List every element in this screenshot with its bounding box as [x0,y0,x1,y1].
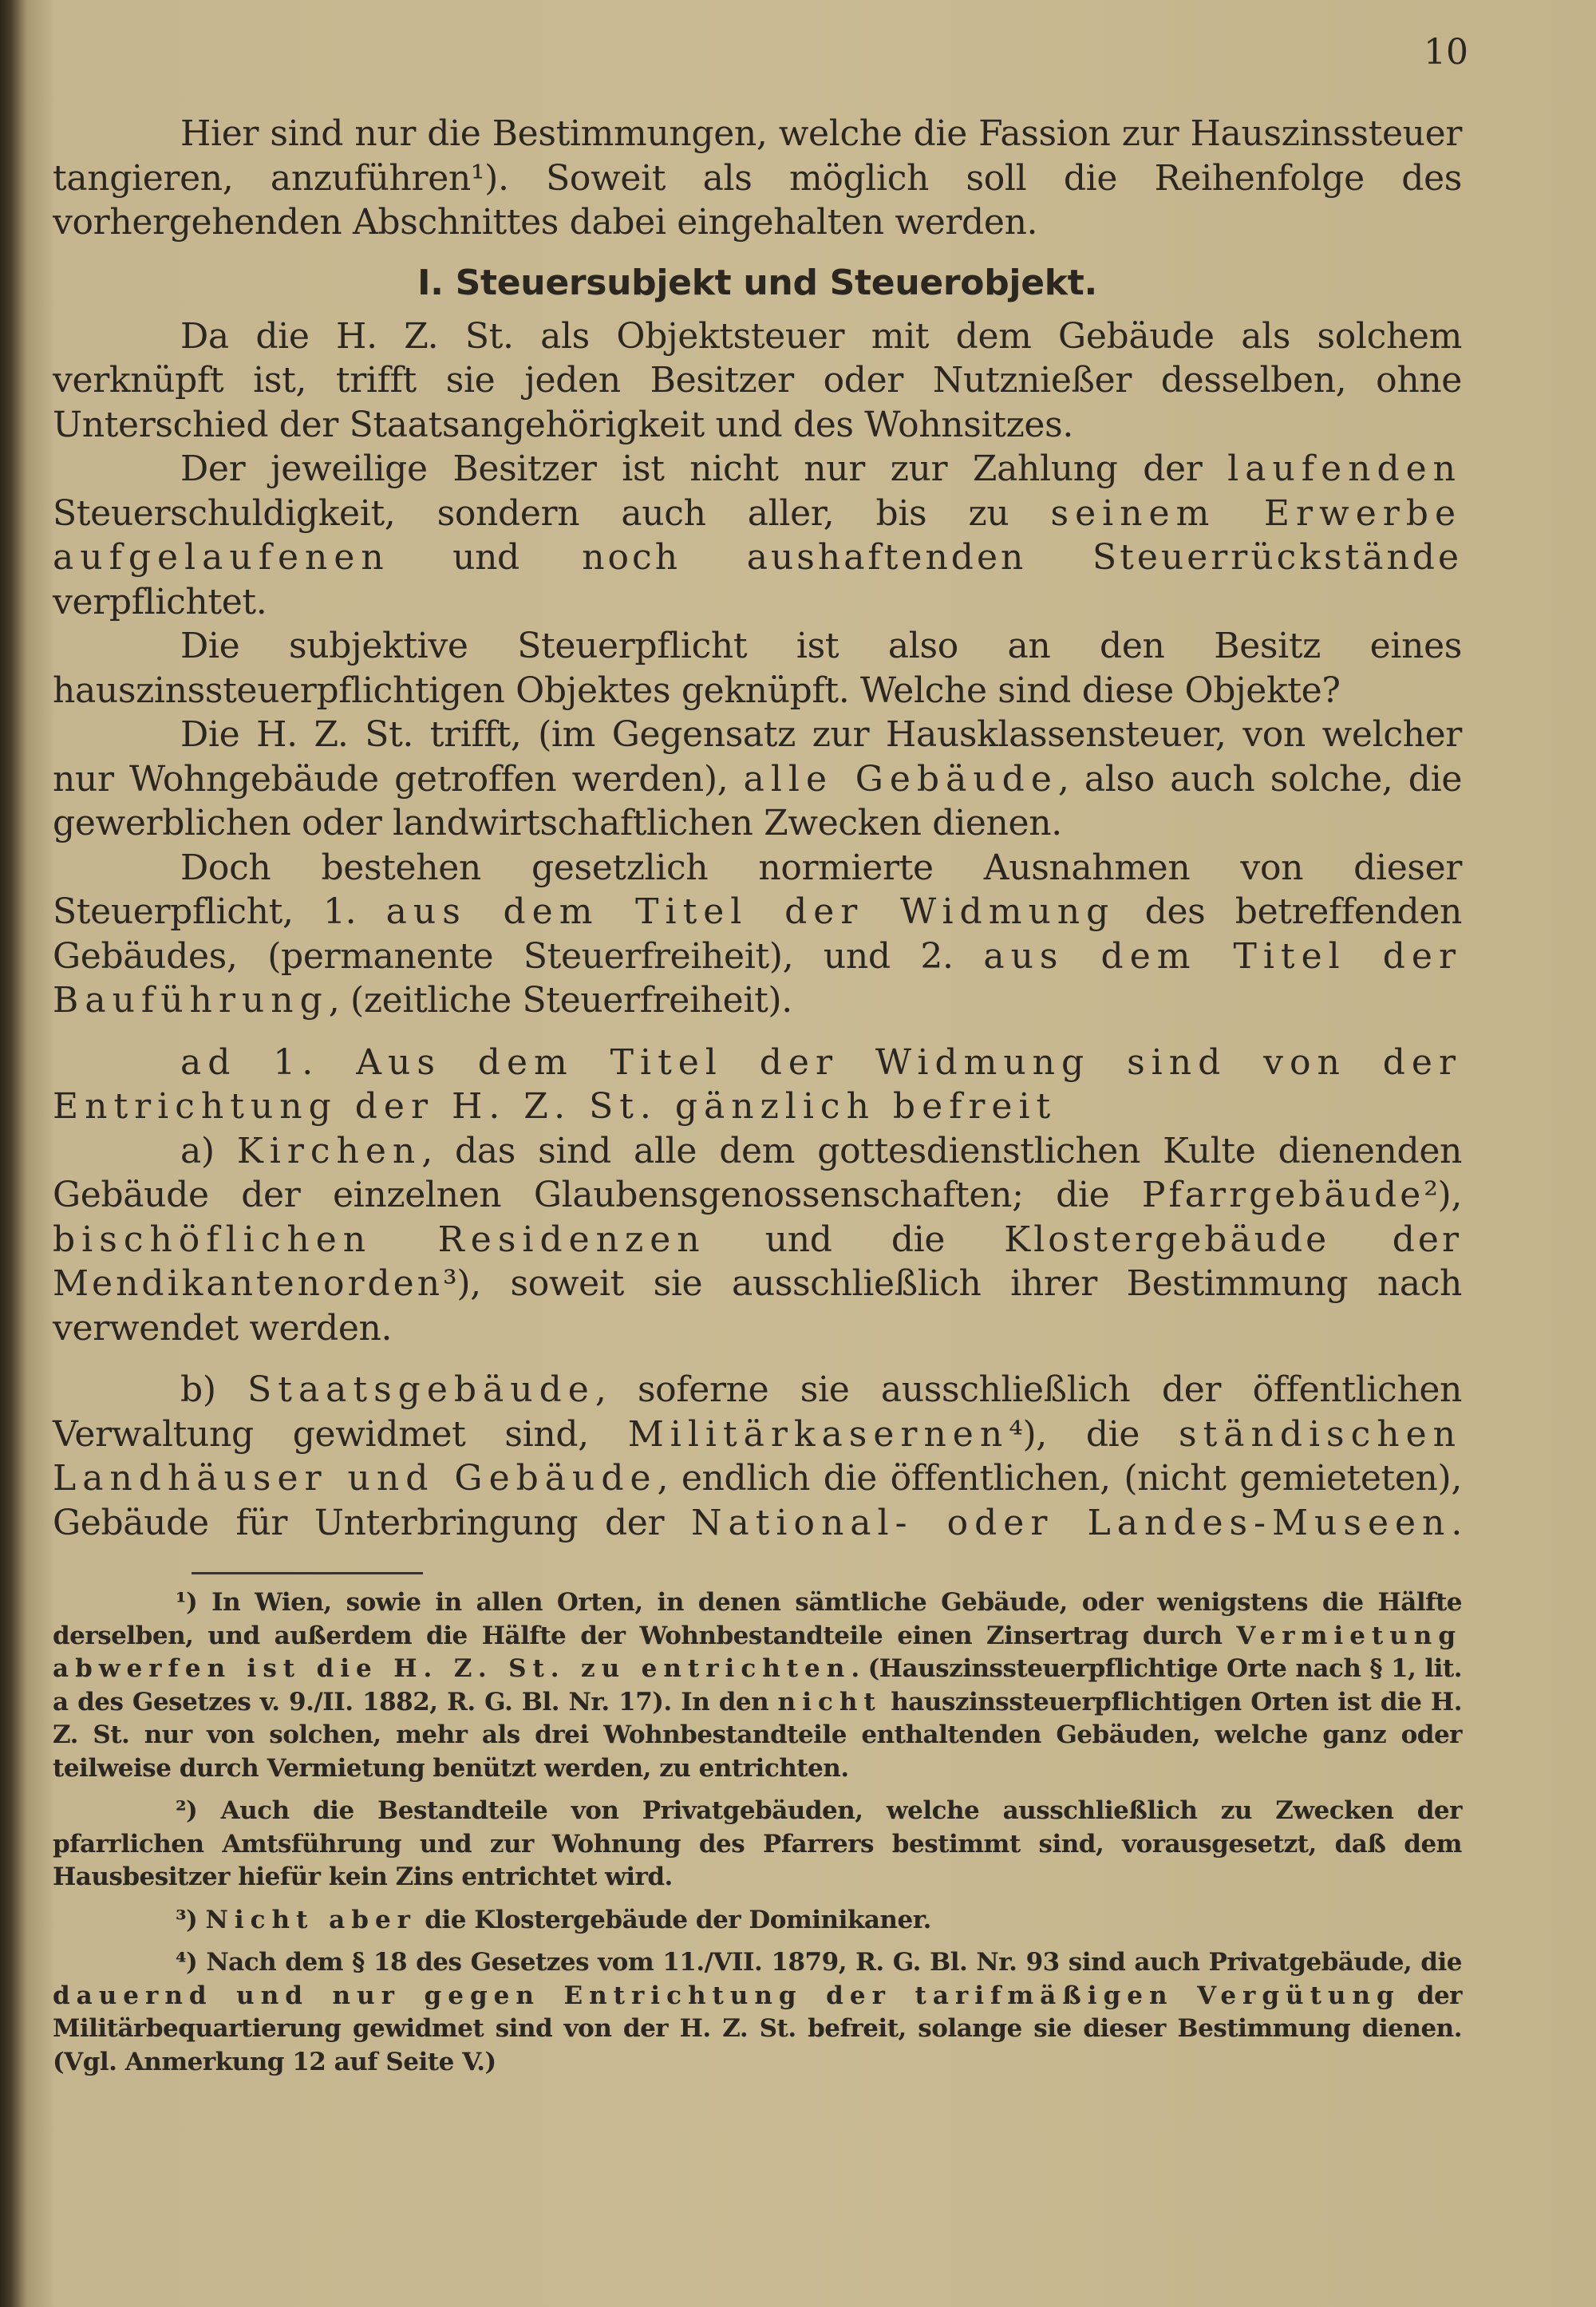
emphasis-staatsgebaeude: Staatsgebäude [247,1369,595,1410]
emphasis-erwerbe: seinem Erwerbe aufgelaufenen [53,492,1462,578]
footnote-3 [53,1904,1462,1938]
paragraph-3: Die subjektive Steuerpflicht ist also an den Besitz eines hauszinssteuerpflichtigen Objektes geknüpft. Welche sind diese Objekte? [53,626,1462,711]
paragraph-6: ad 1. Aus dem Titel der Widmung sind von der Entrichtung der H. Z. St. gänzlich befreit [53,1041,1462,1127]
paragraph-5-text: des betreffenden Gebäudes, (permanente Steuerfreiheit), und 2. [53,891,1463,977]
paragraph-7-text: und die [705,1219,1005,1260]
emphasis-kirchen: Kirchen [236,1130,422,1171]
paragraph-8-text: ⁴), die [1009,1413,1179,1455]
footnote-text: . (Hauszinssteuerpflichtige Orte nach § 1, lit. a des Gesetzes v. 9./II. 1882, R. G. Bl. Nr. 17). In den [53,1654,1462,1716]
spacer [53,1350,1462,1368]
paragraph-7 [53,1129,1462,1351]
paragraph-4-text: Die H. Z. St. trifft, (im Gegensatz zur Hausklassensteuer, von welcher nur Wohngebäude getroffen werden), [53,714,1462,800]
body-text [53,112,1462,1545]
footnote-emphasis: nicht [777,1687,882,1716]
paragraph-7-text: a) [180,1130,237,1171]
footnote-emphasis: dauernd und nur gegen Entrichtung der tarifmäßigen Vergütung [53,1981,1400,2010]
footnote-1 [53,1586,1462,1785]
paragraph-4-text: , also auch solche, die gewerblichen oder landwirtschaftlichen Zwecken dienen. [53,758,1463,843]
footnote-2 [53,1795,1462,1894]
footnote-divider [192,1572,423,1574]
paragraph-2-text: und [389,537,583,578]
paragraph-7-text: , das sind alle dem gottesdienstlichen Kulte dienenden Gebäude der einzelnen Glaubensgenossenschaften; die [53,1130,1462,1215]
paragraph-1: Da die H. Z. St. als Objektsteuer mit dem Gebäude als solchem verknüpft ist, trifft sie jeden Besitzer oder Nutznießer desselben, ohne Unterschied der Staatsangehörigkeit und des Wohnsitzes. [53,315,1462,445]
footnotes [53,1586,1462,2088]
emphasis-laufenden: laufenden [1227,448,1462,489]
paragraph-8 [53,1368,1462,1545]
footnote-4 [53,1946,1462,2079]
emphasis-widmung: aus dem Titel der Widmung [385,891,1116,932]
paragraph-8-text: , soferne sie ausschließlich der öffentlichen Verwaltung gewidmet sind, [53,1369,1462,1455]
section-heading: I. Steuersubjekt und Steuerobjekt. [417,262,1097,303]
paragraph-5 [53,846,1462,1023]
footnote-text: die Klostergebäude der Dominikaner. [417,1905,931,1934]
page-number: 10 [1424,32,1468,73]
spacer [53,1023,1462,1041]
footnote-mark: ²) [176,1796,198,1825]
paragraph-2-text: Der jeweilige Besitzer ist nicht nur zur Zahlung der [180,448,1228,489]
paragraph-2-text: Steuerschuldigkeit, sondern auch aller, bis zu [53,492,1051,534]
emphasis-militaerkasernen: Militärkasernen [627,1413,1009,1455]
paragraph-2-text: verpflichtet. [53,581,267,622]
paragraph-4 [53,713,1462,846]
paragraph-7-text: ³), soweit sie ausschließlich ihrer Bestimmung nach verwendet werden. [53,1263,1462,1349]
paragraph-7-text: ²), [1424,1175,1462,1215]
intro-paragraph: Hier sind nur die Bestimmungen, welche die Fassion zur Hauszinssteuer tangieren, anzuführen¹). Soweit als möglich soll die Reihenfolge des vorhergehenden Abschnittes dabei eingehalten werden. [53,113,1462,243]
emphasis-alle-gebaeude: alle Gebäude [743,758,1058,800]
paragraph-8-text: b) [180,1369,248,1410]
footnote-emphasis: Nicht aber [205,1905,417,1934]
footnote-text: Auch die Bestandteile von Privatgebäuden, welche ausschließlich zu Zwecken der pfarrlichen Amtsführung und zur Wohnung des Pfarrers bestimmt sind, vorausgesetzt, daß dem Hausbesitzer hiefür kein Zins entrichtet wird. [53,1796,1462,1891]
paragraph-2 [53,447,1462,624]
footnote-text: In Wien, sowie in allen Orten, in denen sämtliche Gebäude, oder wenigstens die Hälfte derselben, und außerdem die Hälfte der Wohnbestandteile einen Zinsertrag durch [53,1588,1462,1650]
paragraph-5-text: Doch bestehen gesetzlich normierte Ausnahmen von dieser Steuerpflicht, 1. [53,847,1462,932]
paragraph-8-text: . [1451,1502,1462,1543]
emphasis-klostergebaeude: Klostergebäude der Mendikantenorden [53,1219,1463,1304]
footnote-mark: ¹) [176,1588,198,1617]
paragraph-5-text: , (zeitliche Steuerfreiheit). [328,980,792,1021]
footnote-text: hauszinssteuerpflichtigen Orten ist die H. Z. St. nur von solchen, mehr als drei Wohnbestandteile enthaltenden Gebäuden, welche ganz oder teilweise durch Vermietung benützt werden, zu entrichten. [53,1687,1462,1783]
emphasis-landhaeuser: ständischen Landhäuser und Gebäude [53,1413,1462,1499]
footnote-mark: ³) [176,1905,198,1934]
emphasis-pfarrgebaeude: Pfarrgebäude [1141,1175,1424,1215]
paragraph-8-text: , endlich die öffentlichen, (nicht gemieteten), Gebäude für Unterbringung der [53,1458,1462,1543]
emphasis-residenzen: bischöflichen Residenzen [53,1219,706,1260]
emphasis-rueckstaende: noch aushaftenden Steuerrückstände [582,537,1462,578]
footnote-text: der Militärbequartierung gewidmet sind von der H. Z. St. befreit, solange sie dieser Bestimmung dienen. (Vgl. Anmerkung 12 auf Seite V.) [53,1981,1463,2076]
emphasis-baufuehrung: aus dem Titel der Bauführung [53,935,1462,1021]
footnote-emphasis: Vermietung abwerfen ist die H. Z. St. zu entrichten [53,1621,1462,1683]
footnote-text: Nach dem § 18 des Gesetzes vom 11./VII. 1879, R. G. Bl. Nr. 93 sind auch Privatgebäude, die [197,1948,1462,1977]
emphasis-museen: National- oder Landes-Museen [690,1502,1452,1543]
footnote-mark: ⁴) [176,1948,198,1977]
